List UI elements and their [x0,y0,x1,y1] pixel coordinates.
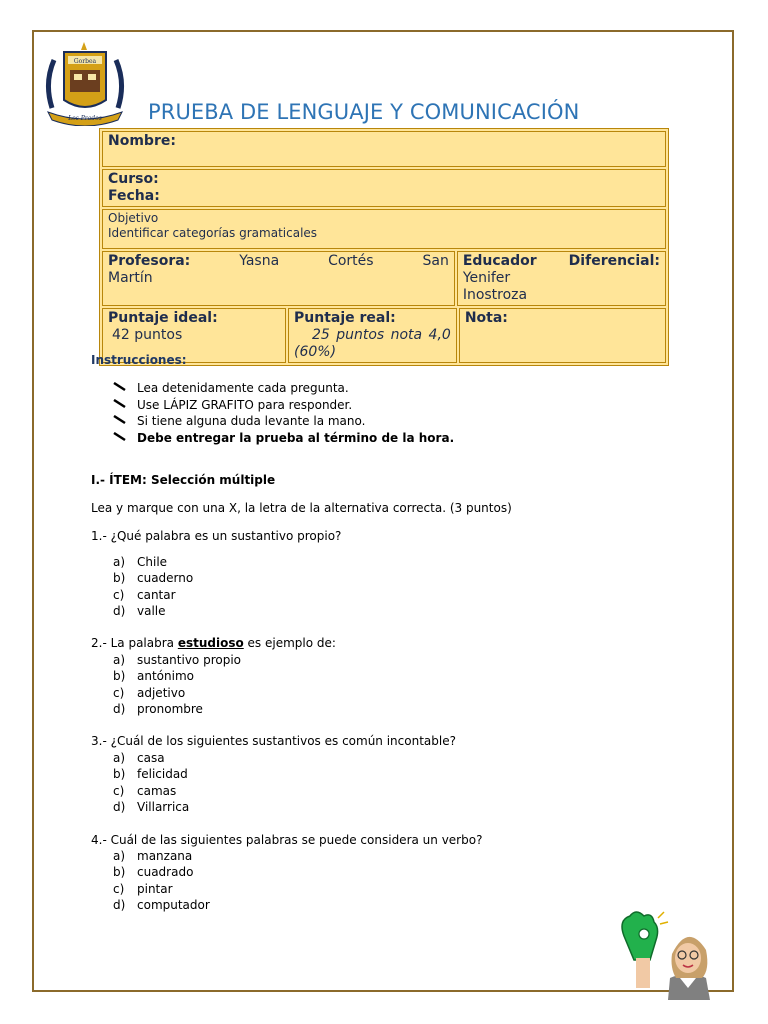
option-text: computador [137,897,210,912]
option-text: cuaderno [137,571,194,586]
option[interactable] [113,686,241,702]
instructions-title: Instrucciones: [91,353,187,367]
option-letter: b) [113,865,126,880]
question-1: 1.- ¿Qué palabra es un sustantivo propio? [91,529,342,543]
option-letter: a) [113,751,126,765]
option-text: valle [137,603,166,618]
fecha-label: Fecha: [108,188,160,204]
option[interactable] [113,865,210,881]
question-1-options [113,555,193,620]
instruction-text: Si tiene alguna duda levante la mano. [137,414,366,429]
option-text: antónimo [137,669,194,684]
educador-cell [457,251,666,306]
school-crest-logo [42,38,128,126]
option[interactable] [113,604,193,620]
option-text: sustantivo propio [137,653,241,667]
section-title: I.- ÍTEM: Selección múltiple [91,473,276,487]
question-4-options [113,849,210,914]
puntaje-ideal-label: Puntaje ideal: [108,310,218,326]
option[interactable] [113,702,241,718]
logo-top-text: Gorbea [73,58,97,65]
option-letter: c) [113,685,125,700]
option-letter: d) [113,799,126,814]
option-text: Villarrica [137,799,190,814]
nombre-cell[interactable] [102,131,666,167]
option-text: camas [137,783,177,798]
profesora-cell [102,251,455,306]
arrow-bullet-icon [113,398,137,412]
instruction-text: Debe entregar la prueba al término de la hora. [137,430,455,445]
option-letter: b) [113,669,126,684]
option[interactable] [113,849,210,865]
question-2-suffix: es ejemplo de: [243,636,336,650]
option-letter: b) [113,571,126,586]
option-text: adjetivo [137,685,186,700]
puntaje-real-value: 25 puntos nota 4,0 [312,327,451,343]
option-letter: a) [113,555,126,569]
option[interactable] [113,588,193,604]
nota-label: Nota: [464,310,508,326]
curso-label: Curso: [108,171,159,187]
option[interactable] [113,882,210,898]
profesora-label: Profesora: [108,253,191,269]
question-4: 4.- Cuál de las siguientes palabras se puede considera un verbo? [91,833,483,847]
option-letter: a) [113,653,126,667]
question-2 [91,636,336,650]
list-item [113,430,454,447]
question-2-prefix: 2.- La palabra [91,636,178,650]
option-text: casa [137,751,165,765]
table-row [102,169,666,207]
option[interactable] [113,571,193,587]
option-letter: b) [113,767,126,782]
option-text: manzana [137,849,193,863]
arrow-bullet-icon [113,381,137,395]
question-3: 3.- ¿Cuál de los siguientes sustantivos es común incontable? [91,734,456,748]
option-text: cantar [137,587,176,602]
page-title: PRUEBA DE LENGUAJE Y COMUNICACIÓN [148,100,580,124]
objetivo-cell [102,209,666,249]
table-row [102,131,666,167]
educador-label: Educador Diferencial: [462,253,660,269]
option[interactable] [113,555,193,571]
profesora-name: Yasna Cortés San [239,253,449,269]
option[interactable] [113,669,241,685]
option-letter: d) [113,603,126,618]
list-item [113,397,454,414]
option[interactable] [113,898,210,914]
profesora-name-cont: Martín [108,270,153,286]
option[interactable] [113,751,189,767]
puntaje-real-label: Puntaje real: [294,310,396,326]
question-3-options [113,751,189,816]
option[interactable] [113,653,241,669]
list-item [113,413,454,430]
puntaje-real-cell [288,308,457,363]
option-letter: d) [113,897,126,912]
teacher-avatar-icon [618,908,714,1000]
educador-name-cont: Inostroza [462,287,528,303]
option[interactable] [113,767,189,783]
option-text: felicidad [137,767,188,782]
option-text: cuadrado [137,865,194,880]
list-item [113,380,454,397]
question-2-options [113,653,241,718]
puntaje-real-value-cont: (60%) [294,344,337,360]
arrow-bullet-icon [113,431,137,445]
table-row [102,251,666,306]
objetivo-label: Objetivo [108,211,159,225]
option-text: pronombre [137,701,203,716]
instruction-text: Use LÁPIZ GRAFITO para responder. [137,397,353,412]
nombre-label: Nombre: [108,133,176,149]
option-letter: c) [113,783,125,798]
option-letter: d) [113,701,126,716]
puntaje-ideal-value: 42 puntos [112,327,183,343]
table-row [102,209,666,249]
curso-fecha-cell[interactable] [102,169,666,207]
logo-ribbon-text: Los Prados [68,115,102,122]
option[interactable] [113,784,189,800]
option-letter: a) [113,849,126,863]
option-text: Chile [137,555,168,569]
arrow-bullet-icon [113,414,137,428]
question-2-emphasis: estudioso [177,636,244,650]
instruction-text: Lea detenidamente cada pregunta. [137,381,349,396]
objetivo-text: Identificar categorías gramaticales [108,226,318,240]
student-info-table [99,128,669,366]
table-row [102,308,666,363]
option[interactable] [113,800,189,816]
section-instruction: Lea y marque con una X, la letra de la alternativa correcta. (3 puntos) [91,501,512,515]
nota-cell[interactable] [459,308,666,363]
option-letter: c) [113,587,125,602]
option-text: pintar [137,881,173,896]
instructions-list [113,380,454,446]
educador-name: Yenifer [462,270,511,286]
option-letter: c) [113,881,125,896]
